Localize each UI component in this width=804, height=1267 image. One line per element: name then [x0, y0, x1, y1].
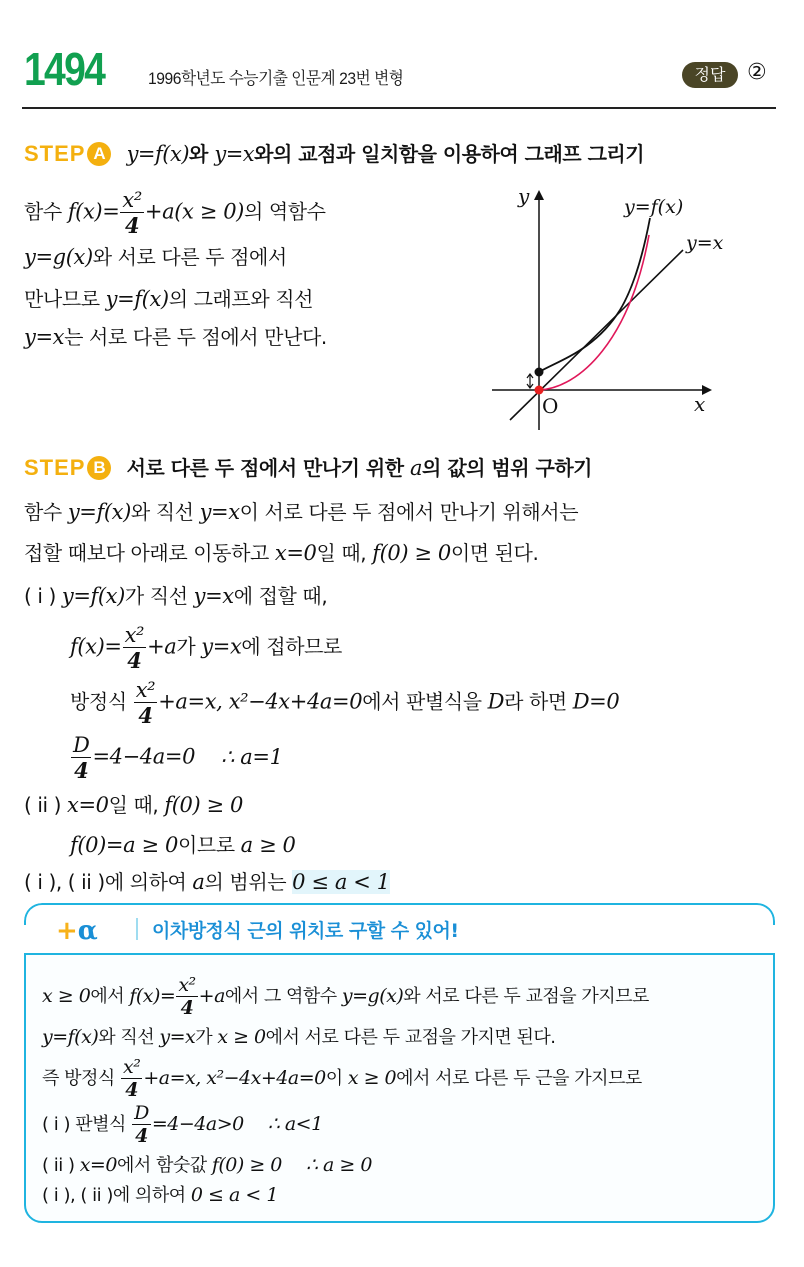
problem-number: 1494: [24, 43, 105, 95]
y-axis-arrow-icon: [534, 190, 544, 200]
fraction: $\frac{D}{4}$: [73, 733, 90, 783]
alpha-line-6: ( i ), ( ii )에 의하여 0 ≤ a < 1: [42, 1184, 278, 1206]
plus-alpha-icon: +α: [56, 916, 98, 946]
step-a-heading: [24, 138, 644, 167]
alpha-line-5: ( ii ) x=0에서 함숫값 f(0) ≥ 0 ∴ a ≥ 0: [42, 1154, 372, 1176]
fraction: $\frac{\text{x²}}{4}$: [124, 623, 145, 673]
line-label: y=x: [686, 232, 724, 254]
step-a-line-2: y=g(x)와 서로 다른 두 점에서: [24, 245, 287, 269]
step-a-title: y=f(x)와 y=x와의 교점과 일치함을 이용하여 그래프 그리기: [126, 142, 645, 166]
step-b-heading: [24, 452, 592, 481]
step-b-intro-1: 함수 y=f(x)와 직선 y=x이 서로 다른 두 점에서 만나기 위해서는: [24, 500, 579, 524]
fraction: $\frac{\text{x²}}{4}$: [122, 188, 142, 238]
function-graph: [480, 180, 760, 440]
alpha-title: 이차방정식 근의 위치로 구할 수 있어!: [152, 920, 459, 942]
fraction: $\frac{\text{x²}}{4}$: [123, 1056, 141, 1101]
header-divider: [22, 107, 776, 109]
alpha-divider: [136, 918, 138, 940]
fraction: $\frac{\text{x²}}{4}$: [135, 678, 156, 728]
step-b-label: STEP B: [24, 455, 111, 480]
graph-svg: [480, 180, 760, 440]
origin-label: O: [542, 394, 559, 418]
conclusion: ( i ), ( ii )에 의하여 a의 범위는 0 ≤ a < 1: [24, 870, 390, 894]
x-axis-label: x: [694, 392, 706, 416]
step-a-line-3: 만나므로 y=f(x)의 그래프와 직선: [24, 287, 314, 311]
problem-source: 1996학년도 수능기출 인문계 23번 변형: [148, 69, 404, 88]
case-1-line-3: $\frac{D}{4}$ =4−4a=0 ∴ a=1: [73, 733, 283, 783]
step-a-label: STEP A: [24, 141, 111, 166]
case-1-heading: ( i ) y=f(x)가 직선 y=x에 접할 때,: [24, 584, 328, 608]
case-2-line-1: f(0)=a ≥ 0이므로 a ≥ 0: [70, 833, 296, 857]
step-b-title: 서로 다른 두 점에서 만나기 위한 a의 값의 범위 구하기: [126, 456, 592, 480]
answer-range: 0 ≤ a < 1: [292, 870, 390, 894]
step-a-line-1: 함수 f(x)= $\frac{\text{x²}}{4}$ +a(x ≥ 0)의 역함수: [24, 188, 326, 238]
alpha-line-4: ( i ) 판별식 $\frac{D}{4}$ =4−4a>0 ∴ a<1: [42, 1102, 323, 1147]
case-1-line-2: 방정식 $\frac{\text{x²}}{4}$ +a=x, x²−4x+4a=0에서 판별식을 D라 하면 D=0: [70, 678, 620, 728]
case-1-line-1: f(x)= $\frac{\text{x²}}{4}$ +a가 y=x에 접하므로: [70, 623, 342, 673]
answer-badge: 정답: [682, 62, 738, 88]
alpha-line-3: 즉 방정식 $\frac{\text{x²}}{4}$ +a=x, x²−4x+4a=0이 x ≥ 0에서 서로 다른 두 근을 가지므로: [42, 1056, 642, 1101]
fraction: $\frac{D}{4}$: [134, 1102, 149, 1147]
case-2-heading: ( ii ) x=0일 때, f(0) ≥ 0: [24, 793, 243, 817]
step-b-letter: B: [87, 456, 111, 480]
curve-start-point: [535, 368, 544, 377]
step-a-line-4: y=x는 서로 다른 두 점에서 만난다.: [24, 325, 327, 349]
y-axis-label: y: [518, 184, 530, 208]
step-b-intro-2: 접할 때보다 아래로 이동하고 x=0일 때, f(0) ≥ 0이면 된다.: [24, 541, 539, 565]
curve-label: y=f(x): [624, 196, 684, 218]
fraction: $\frac{\text{x²}}{4}$: [178, 974, 196, 1019]
alpha-line-1: x ≥ 0에서 f(x)= $\frac{\text{x²}}{4}$ +a에서 그 역함수 y=g(x)와 서로 다른 두 교점을 가지므로: [42, 974, 649, 1019]
answer-value: ②: [747, 60, 767, 85]
alpha-line-2: y=f(x)와 직선 y=x가 x ≥ 0에서 서로 다른 두 교점을 가지면 된다.: [42, 1026, 556, 1048]
step-a-letter: A: [87, 142, 111, 166]
